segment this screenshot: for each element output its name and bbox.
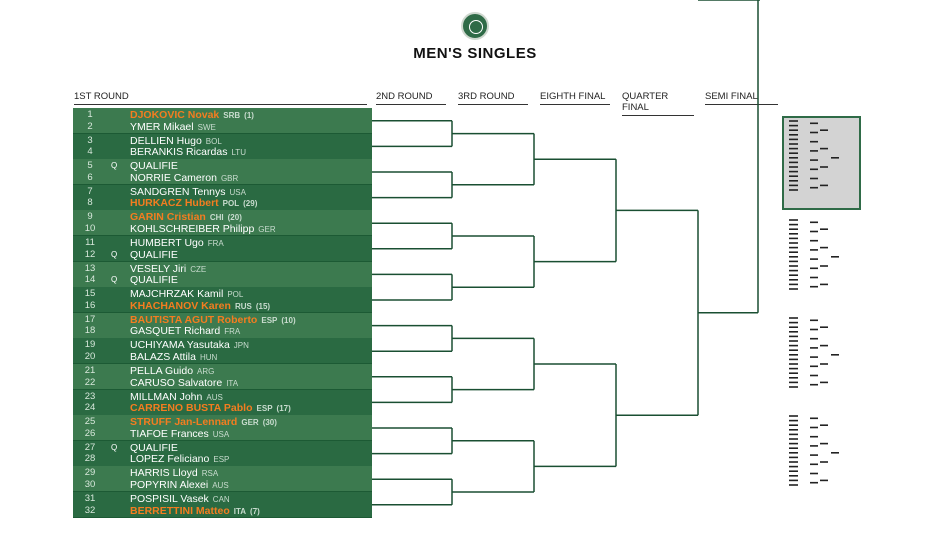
player-line[interactable] <box>73 467 372 479</box>
player-name <box>130 442 178 454</box>
round-header-4: EIGHTH FINAL <box>540 91 610 105</box>
player-name-text: BAUTISTA AGUT Roberto <box>130 313 258 326</box>
player-line[interactable] <box>73 288 372 300</box>
player-name-text: DELLIEN Hugo <box>130 134 202 147</box>
player-seed: (30) <box>262 418 277 428</box>
player-country: AUS <box>206 392 223 402</box>
player-line[interactable] <box>73 505 372 517</box>
player-name-text: KHACHANOV Karen <box>130 299 231 312</box>
player-name <box>130 351 217 364</box>
player-name-text: BERRETTINI Matteo <box>130 504 230 517</box>
player-line[interactable] <box>73 339 372 351</box>
round-header-5: QUARTER FINAL <box>622 91 694 116</box>
player-line[interactable] <box>73 263 372 275</box>
draw-position: 28 <box>84 453 96 465</box>
match-row <box>73 466 372 491</box>
player-name <box>130 160 178 172</box>
round-header-2: 2ND ROUND <box>376 91 446 105</box>
draw-position: 6 <box>87 171 93 183</box>
player-seed: (7) <box>250 506 260 516</box>
player-country: RUS <box>234 301 252 311</box>
player-name-text: UCHIYAMA Yasutaka <box>130 339 230 352</box>
player-name <box>130 121 216 134</box>
draw-position: 18 <box>84 325 96 337</box>
player-name <box>130 172 238 185</box>
match-row <box>73 415 372 440</box>
draw-position: 15 <box>84 288 96 300</box>
player-line[interactable] <box>73 249 372 261</box>
draw-position: 25 <box>84 416 96 428</box>
draw-position: 26 <box>84 427 96 439</box>
draw-position: 9 <box>87 211 93 223</box>
player-line[interactable] <box>73 391 372 403</box>
player-name-text: DJOKOVIC Novak <box>130 109 220 121</box>
draw-position: 29 <box>84 467 96 479</box>
draw-position: 12 <box>84 248 96 260</box>
player-name <box>130 428 229 441</box>
match-row <box>73 185 372 210</box>
round-header-3: 3RD ROUND <box>458 91 528 105</box>
player-name <box>130 505 260 518</box>
player-name <box>130 197 257 210</box>
round-header-6: SEMI FINAL <box>705 91 778 105</box>
draw-position: 14 <box>84 274 96 286</box>
player-name-text: GARIN Cristian <box>130 211 206 224</box>
draw-position: 19 <box>84 339 96 351</box>
player-country: USA <box>212 429 230 439</box>
player-name-text: YMER Mikael <box>130 120 194 133</box>
player-name-text: MAJCHRZAK Kamil <box>130 288 224 301</box>
player-line[interactable] <box>73 186 372 198</box>
player-line[interactable] <box>73 453 372 465</box>
draw-position: 30 <box>84 478 96 490</box>
semi-final-section-highlight[interactable] <box>782 116 861 210</box>
player-name-text: VESELY Jiri <box>130 262 187 275</box>
player-name <box>130 377 238 390</box>
match-row <box>73 338 372 363</box>
player-country: USA <box>229 187 246 197</box>
match-row <box>73 262 372 287</box>
player-country: POL <box>227 290 244 300</box>
player-country: GER <box>241 418 259 428</box>
match-row <box>73 236 372 261</box>
player-line[interactable] <box>73 109 372 121</box>
player-name <box>130 300 270 313</box>
match-row <box>73 313 372 338</box>
player-name-text: POSPISIL Vasek <box>130 493 209 505</box>
player-name <box>130 325 240 338</box>
player-line[interactable] <box>73 402 372 414</box>
player-country: JPN <box>233 341 249 351</box>
player-name-text: QUALIFIE <box>130 248 178 261</box>
draw-position: 21 <box>84 365 96 376</box>
player-country: RSA <box>201 469 219 479</box>
player-country: SWE <box>197 122 216 132</box>
draw-position: 3 <box>87 134 93 146</box>
player-seed: (29) <box>243 199 258 209</box>
player-name-text: HUMBERT Ugo <box>130 237 204 249</box>
draw-position: 32 <box>84 504 96 516</box>
qualifier-mark: Q <box>111 442 118 452</box>
player-name-text: STRUFF Jan-Lennard <box>130 416 238 429</box>
draw-position: 1 <box>87 109 93 120</box>
player-name-text: PELLA Guido <box>130 365 194 377</box>
draw-position: 27 <box>84 441 96 453</box>
player-name-text: CARUSO Salvatore <box>130 376 223 389</box>
player-country: FRA <box>207 239 224 248</box>
player-country: LTU <box>231 148 246 158</box>
draw-position: 24 <box>84 402 96 414</box>
player-name <box>130 274 178 286</box>
player-line[interactable] <box>73 314 372 326</box>
draw-position: 7 <box>87 185 93 197</box>
player-line[interactable] <box>73 211 372 223</box>
player-line[interactable] <box>73 223 372 235</box>
draw-position: 13 <box>84 262 96 274</box>
player-name-text: LOPEZ Feliciano <box>130 453 210 466</box>
draw-position: 16 <box>84 299 96 311</box>
draw-position: 10 <box>84 222 96 234</box>
player-name <box>130 453 229 466</box>
match-row <box>73 364 372 389</box>
player-name-text: BERANKIS Ricardas <box>130 146 228 159</box>
player-line[interactable] <box>73 351 372 363</box>
player-line[interactable] <box>73 493 372 505</box>
player-country: POL <box>222 199 240 209</box>
player-name-text: SANDGREN Tennys <box>130 185 226 198</box>
player-line[interactable] <box>73 274 372 286</box>
match-row <box>73 108 372 133</box>
player-line[interactable] <box>73 121 372 133</box>
player-line[interactable] <box>73 197 372 209</box>
player-seed: (15) <box>255 301 271 311</box>
player-country: ESP <box>256 404 273 414</box>
player-seed: (10) <box>281 315 296 325</box>
player-line[interactable] <box>73 416 372 428</box>
player-name <box>130 479 229 492</box>
round-header-1: 1ST ROUND <box>74 91 367 105</box>
player-country: CHI <box>209 213 224 223</box>
player-line[interactable] <box>73 442 372 454</box>
player-line[interactable] <box>73 377 372 389</box>
draw-position: 31 <box>84 493 96 504</box>
player-name-text: QUALIFIE <box>130 160 178 173</box>
player-name-text: KOHLSCHREIBER Philipp <box>130 222 255 235</box>
player-country: ARG <box>197 367 215 376</box>
player-line[interactable] <box>73 160 372 172</box>
player-line[interactable] <box>73 479 372 491</box>
draw-position: 11 <box>85 237 95 248</box>
player-country: HUN <box>199 352 218 362</box>
player-name <box>130 249 178 261</box>
qualifier-mark: Q <box>111 249 118 259</box>
page-title: MEN'S SINGLES <box>413 45 537 62</box>
player-name <box>130 402 291 415</box>
player-country: ITA <box>233 506 247 516</box>
player-country: ITA <box>226 378 239 388</box>
match-row <box>73 287 372 312</box>
match-row <box>73 492 372 517</box>
qualifier-mark: Q <box>111 161 118 171</box>
player-name-text: QUALIFIE <box>130 441 178 454</box>
player-country: FRA <box>224 327 241 337</box>
roland-garros-logo <box>461 12 489 40</box>
player-country: GBR <box>220 173 239 183</box>
draw-position: 22 <box>84 376 96 388</box>
draw-position: 5 <box>87 160 93 172</box>
draw-position: 2 <box>87 120 93 132</box>
player-line[interactable] <box>73 172 372 184</box>
player-name-text: TIAFOE Frances <box>130 427 209 440</box>
player-country: SRB <box>223 111 241 120</box>
player-line[interactable] <box>73 428 372 440</box>
player-name-text: BALAZS Attila <box>130 350 196 363</box>
player-country: CZE <box>190 264 207 274</box>
player-name-text: QUALIFIE <box>130 274 178 287</box>
match-row <box>73 390 372 415</box>
player-country: ESP <box>213 455 230 465</box>
player-line[interactable] <box>73 135 372 147</box>
qualifier-mark: Q <box>111 275 118 285</box>
match-row <box>73 159 372 184</box>
player-seed: (20) <box>227 213 242 223</box>
player-country: BOL <box>205 136 222 146</box>
player-name-text: CARRENO BUSTA Pablo <box>130 402 253 415</box>
player-country: ESP <box>261 315 278 325</box>
player-line[interactable] <box>73 365 372 377</box>
player-country: AUS <box>212 480 229 490</box>
draw-position: 20 <box>84 350 96 362</box>
draw-position: 4 <box>87 146 93 158</box>
player-name-text: POPYRIN Alexei <box>130 478 209 491</box>
draw-position: 8 <box>87 197 93 209</box>
player-country: GER <box>258 224 276 234</box>
match-row <box>73 210 372 235</box>
player-name-text: MILLMAN John <box>130 390 203 403</box>
player-name-text: HURKACZ Hubert <box>130 197 219 210</box>
draw-position: 17 <box>84 313 96 325</box>
player-seed: (17) <box>276 404 291 414</box>
player-line[interactable] <box>73 237 372 249</box>
match-row <box>73 441 372 466</box>
player-seed: (1) <box>244 111 254 120</box>
player-country: CAN <box>212 495 230 504</box>
player-line[interactable] <box>73 325 372 337</box>
match-row <box>73 134 372 159</box>
player-name <box>130 146 246 159</box>
first-round-draw <box>73 108 372 518</box>
player-line[interactable] <box>73 146 372 158</box>
draw-position: 23 <box>84 390 96 402</box>
player-name <box>130 223 276 236</box>
player-name-text: HARRIS Lloyd <box>130 467 198 480</box>
player-line[interactable] <box>73 300 372 312</box>
player-name-text: NORRIE Cameron <box>130 171 217 184</box>
player-name-text: GASQUET Richard <box>130 325 221 338</box>
